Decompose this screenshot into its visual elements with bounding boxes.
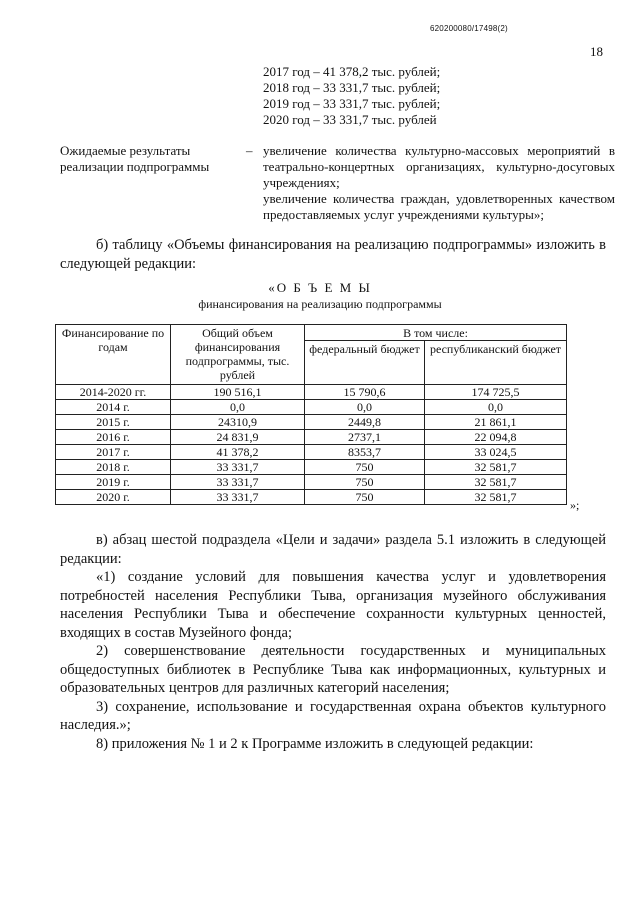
list-item: 3) сохранение, использование и государственная охрана объектов культурного наследия.»;: [60, 698, 606, 733]
table-cell: 0,0: [171, 400, 305, 415]
table-cell: 2020 г.: [56, 490, 171, 505]
funding-year-line: 2019 год – 33 331,7 тыс. рублей;: [263, 96, 441, 111]
table-cell: 750: [305, 490, 425, 505]
volumes-title: «О Б Ъ Е М Ы: [268, 280, 372, 295]
table-cell: 24310,9: [171, 415, 305, 430]
page-number: 18: [590, 44, 603, 59]
table-cell: 33 331,7: [171, 475, 305, 490]
table-cell: 33 331,7: [171, 460, 305, 475]
table-header-federal: федеральный бюджет: [305, 341, 425, 385]
table-cell: 0,0: [305, 400, 425, 415]
table-header-total: Общий объем финансирования подпрограммы, тыс. рублей: [171, 325, 305, 385]
table-cell: 2014 г.: [56, 400, 171, 415]
list-item: 2) совершенствование деятельности государственных и муниципальных общедоступных библиотек в Республике Тыва как информационных, культурных и образовательных центров для различных категорий населения;: [60, 643, 606, 696]
table-cell: 32 581,7: [425, 490, 567, 505]
funding-year-line: 2017 год – 41 378,2 тыс. рублей;: [263, 64, 441, 79]
table-header-republic: республиканский бюджет: [425, 341, 567, 385]
table-row: [56, 415, 567, 430]
table-cell: 2018 г.: [56, 460, 171, 475]
table-cell: 15 790,6: [305, 385, 425, 400]
table-cell: 32 581,7: [425, 460, 567, 475]
table-cell: 2449,8: [305, 415, 425, 430]
goals-list: [60, 568, 606, 753]
table-cell: 8353,7: [305, 445, 425, 460]
table-cell: 32 581,7: [425, 475, 567, 490]
table-cell: 33 331,7: [171, 490, 305, 505]
table-cell: 21 861,1: [425, 415, 567, 430]
table-cell: 0,0: [425, 400, 567, 415]
table-row: [56, 490, 567, 505]
table-cell: 33 024,5: [425, 445, 567, 460]
table-cell: 2016 г.: [56, 430, 171, 445]
expected-results-text: [263, 143, 615, 223]
table-row: [56, 385, 567, 400]
table-cell: 2737,1: [305, 430, 425, 445]
table-cell: 750: [305, 460, 425, 475]
table-cell: 22 094,8: [425, 430, 567, 445]
expected-results-label: Ожидаемые результаты реализации подпрограммы: [60, 143, 210, 174]
table-cell: 41 378,2: [171, 445, 305, 460]
funding-year-line: 2018 год – 33 331,7 тыс. рублей;: [263, 80, 441, 95]
table-row: [56, 475, 567, 490]
funding-years-list: [263, 64, 440, 128]
table-cell: 174 725,5: [425, 385, 567, 400]
table-header-years: Финансирование по годам: [56, 325, 171, 385]
table-header-group: В том числе:: [305, 325, 567, 341]
table-cell: 2015 г.: [56, 415, 171, 430]
table-cell: 2014-2020 гг.: [56, 385, 171, 400]
table-row: [56, 445, 567, 460]
table-row: [56, 400, 567, 415]
expected-result-item: увеличение количества граждан, удовлетворенных качеством предоставляемых услуг учреждениями культуры»;: [263, 191, 615, 222]
expected-result-item: увеличение количества культурно-массовых мероприятий в театрально-концертных организациях, культурно-досуговых учреждениях;: [263, 143, 615, 190]
paragraph-v-text: в) абзац шестой подраздела «Цели и задачи» раздела 5.1 изложить в следующей редакции:: [60, 532, 606, 567]
funding-year-line: 2020 год – 33 331,7 тыс. рублей: [263, 112, 437, 127]
list-item: «1) создание условий для повышения качества услуг и удовлетворения потребностей населения Республики Тыва, организация музейного обслуживания населения Республики Тыва и обеспечение сохранности культурных ценностей, входящих в состав Музейного фонда;: [60, 569, 606, 641]
paragraph-b: [60, 236, 606, 273]
list-item: 8) приложения № 1 и 2 к Программе изложить в следующей редакции:: [96, 735, 534, 752]
paragraph-b-text: б) таблицу «Объемы финансирования на реализацию подпрограммы» изложить в следующей редакции:: [60, 237, 606, 272]
table-cell: 2019 г.: [56, 475, 171, 490]
volumes-subtitle: финансирования на реализацию подпрограммы: [198, 297, 442, 311]
table-row: [56, 430, 567, 445]
table-row: [56, 460, 567, 475]
document-id: 620200080/17498(2): [430, 24, 508, 33]
table-closing-quote: »;: [570, 498, 580, 512]
table-cell: 190 516,1: [171, 385, 305, 400]
table-cell: 750: [305, 475, 425, 490]
funding-table: [55, 324, 567, 505]
table-cell: 2017 г.: [56, 445, 171, 460]
table-cell: 24 831,9: [171, 430, 305, 445]
expected-results-dash: –: [246, 143, 253, 158]
paragraph-v: [60, 531, 606, 568]
